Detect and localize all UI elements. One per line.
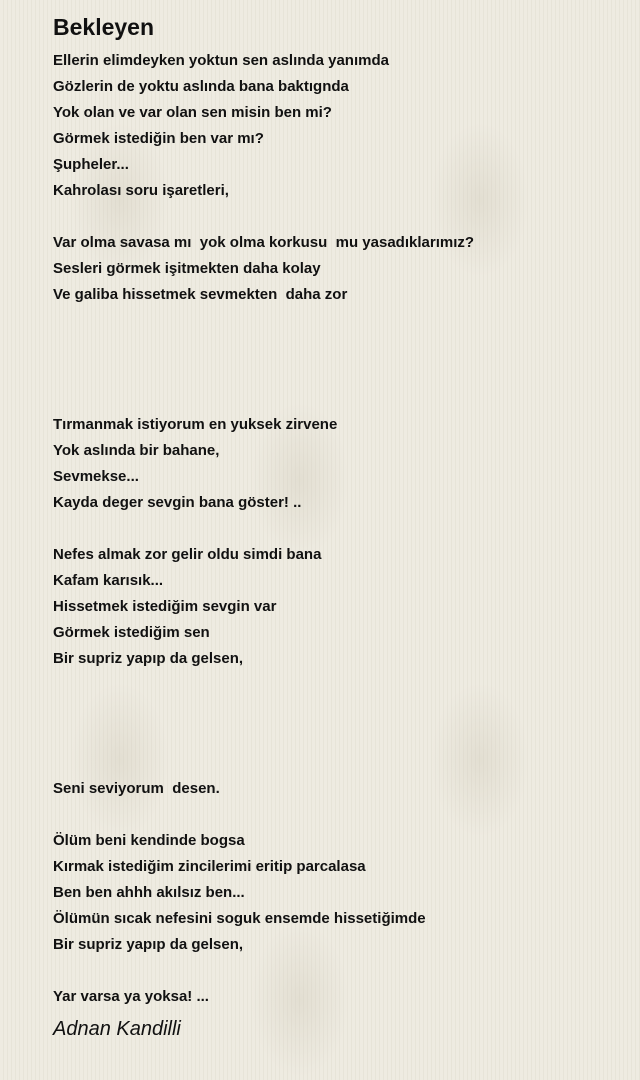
stanza-gap [53, 204, 623, 230]
poem-line: Bir supriz yapıp da gelsen, [53, 650, 244, 667]
poem-container [53, 12, 623, 1044]
poem-author: Adnan Kandilli [53, 1018, 181, 1040]
poem-line: Sevmekse... [53, 468, 139, 485]
poem-line: Şupheler... [53, 156, 129, 173]
poem-line: Ölümün sıcak nefesini soguk ensemde hissetiğimde [53, 910, 426, 927]
stanza-2 [53, 230, 623, 308]
poem-line: Tırmanmak istiyorum en yuksek zirvene [53, 416, 338, 433]
stanza-3 [53, 412, 623, 516]
poem-line: Yok olan ve var olan sen misin ben mi? [53, 104, 332, 121]
stanza-gap [53, 750, 623, 776]
poem-line: Kahrolası soru işaretleri, [53, 182, 229, 199]
stanza-gap [53, 802, 623, 828]
poem-line: Kayda deger sevgin bana göster! .. [53, 494, 302, 511]
stanza-gap [53, 386, 623, 412]
stanza-5 [53, 776, 623, 802]
poem-line: Görmek istediğim sen [53, 624, 210, 641]
poem-line: Ben ben ahhh akılsız ben... [53, 884, 245, 901]
poem-line: Ellerin elimdeyken yoktun sen aslında yanımda [53, 52, 389, 69]
poem-line: Kafam karısık... [53, 572, 164, 589]
poem-line: Sesleri görmek işitmekten daha kolay [53, 260, 321, 277]
stanza-gap [53, 958, 623, 984]
poem-line: Bir supriz yapıp da gelsen, [53, 936, 244, 953]
poem-line: Kırmak istediğim zincilerimi eritip parcalasa [53, 858, 366, 875]
poem-line: Gözlerin de yoktu aslında bana baktıgnda [53, 78, 349, 95]
poem-line: Hissetmek istediğim sevgin var [53, 598, 277, 615]
poem-line: Ölüm beni kendinde bogsa [53, 832, 245, 849]
stanza-gap [53, 308, 623, 386]
poem-line: Nefes almak zor gelir oldu simdi bana [53, 546, 322, 563]
poem-line: Var olma savasa mı yok olma korkusu mu yasadıklarımız? [53, 234, 475, 251]
stanza-1 [53, 48, 623, 204]
stanza-7 [53, 984, 623, 1010]
poem-line: Yar varsa ya yoksa! ... [53, 988, 209, 1005]
poem-line: Yok aslında bir bahane, [53, 442, 220, 459]
stanza-gap [53, 672, 623, 750]
stanza-4 [53, 542, 623, 672]
poem-line: Seni seviyorum desen. [53, 780, 220, 797]
poem-title: Bekleyen [53, 14, 155, 40]
poem-line: Görmek istediğin ben var mı? [53, 130, 264, 147]
stanza-6 [53, 828, 623, 958]
stanza-gap [53, 516, 623, 542]
poem-line: Ve galiba hissetmek sevmekten daha zor [53, 286, 348, 303]
